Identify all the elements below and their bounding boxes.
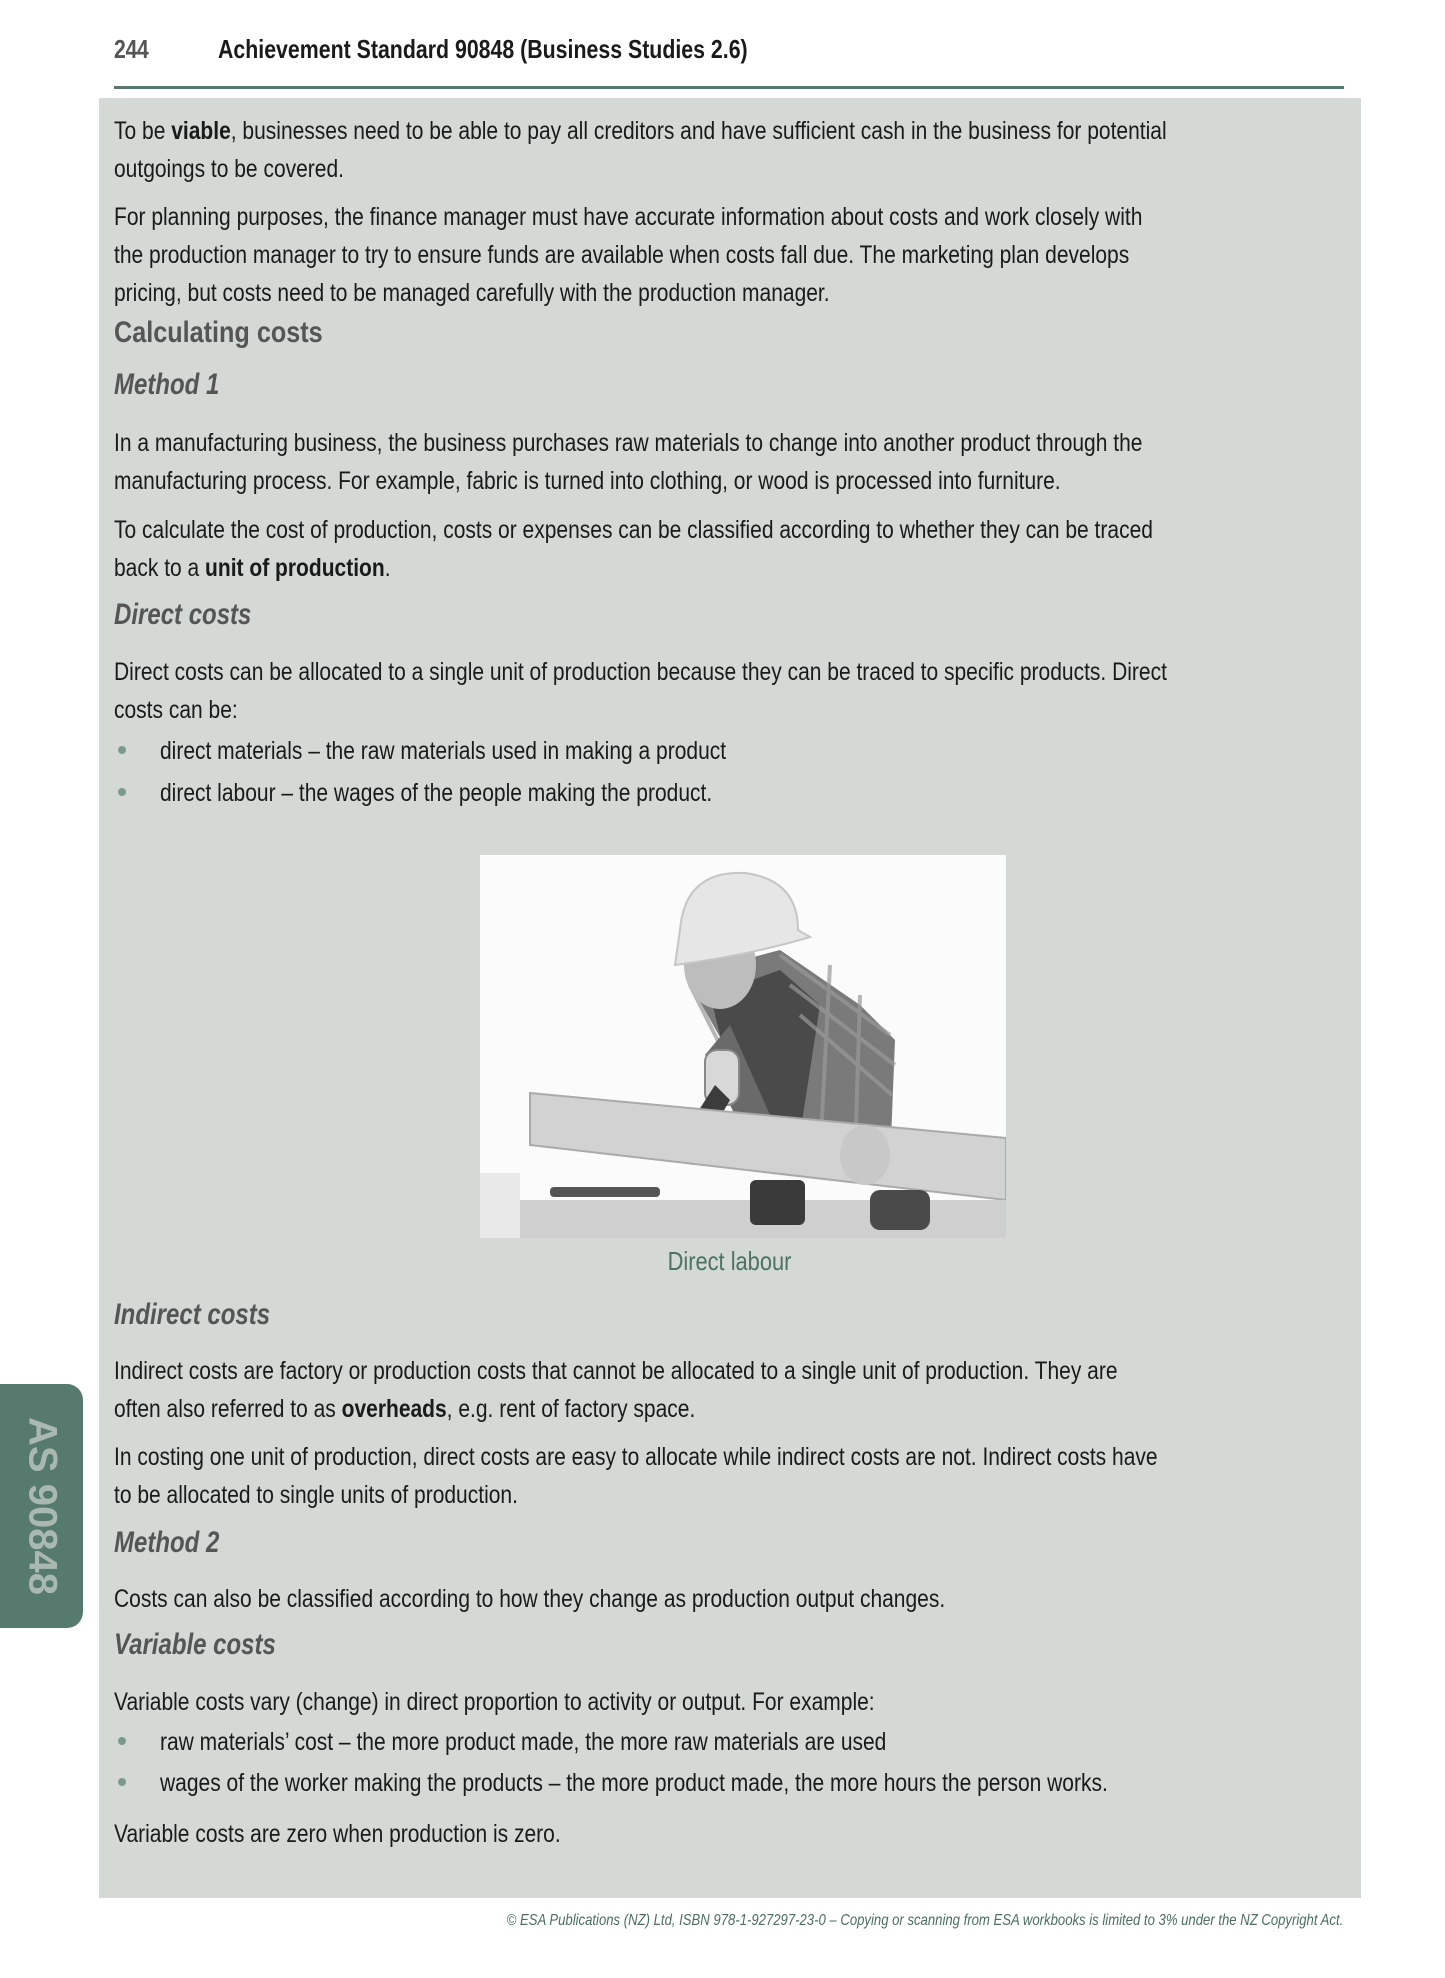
paragraph-planning-line2: the production manager to try to ensure funds are available when costs fall due. The marketing plan develops — [114, 241, 1130, 269]
content-panel: To be viable, businesses need to be able to pay all creditors and have sufficient cash in the business for potential outgoings to be covered. For planning purposes, the finance manager must have accurate information about costs and work closely with the production manager to try to ensure funds are available when costs fall due. The marketing plan develops pricing, but costs need to be managed carefully with the production manager. Calculating costs Method 1 In a manufacturing business, the business purchases raw materials to change into another product through the manufacturing process. For example, fabric is turned into clothing, or wood is processed into furniture. To calculate the cost of production, costs or expenses can be classified according to whether they can be traced back to a unit of production. Direct costs Direct costs can be allocated to a single unit of production because they can be traced to specific products. Direct costs can be: direct materials – the raw materials used in making a product direct labour – the wages of the people making the product. Direct labour Indirect costs Indirect costs are factory or production costs that cannot be allocated to a single unit of production. They are often also referred to as overheads, e.g. rent of factory space. In costing one unit of production, direct costs are easy to allocate while indirect costs are not. Indirect costs have to be allocated to single units of production. Method 2 Costs can also be classified according to how they change as production output changes. Variable costs Variable costs vary (change) in direct proportion to activity or output. For example: raw materials’ cost – the more product made, the more raw materials are used wages of the worker making the products – the more product made, the more hours the person works. Variable costs are zero when production is zero. — [99, 98, 1361, 1898]
bullet-icon — [118, 1778, 126, 1786]
paragraph-indirect-line1: Indirect costs are factory or production costs that cannot be allocated to a single unit of production. They are — [114, 1357, 1118, 1385]
page-number: 244 — [114, 34, 149, 64]
carpenter-illustration — [480, 855, 1006, 1238]
bullet-icon — [118, 1737, 126, 1745]
paragraph-calculate-line2: back to a unit of production. — [114, 554, 391, 582]
paragraph-variable-zero: Variable costs are zero when production is zero. — [114, 1820, 561, 1848]
paragraph-viable-line2: outgoings to be covered. — [114, 155, 345, 183]
heading-method-1: Method 1 — [114, 368, 220, 401]
heading-variable-costs: Variable costs — [114, 1628, 276, 1661]
term-unit-of-production: unit of production — [205, 554, 385, 582]
heading-indirect-costs: Indirect costs — [114, 1298, 271, 1331]
paragraph-variable: Variable costs vary (change) in direct proportion to activity or output. For example: — [114, 1688, 875, 1716]
term-viable: viable — [171, 117, 231, 145]
bullet-icon — [118, 788, 126, 796]
direct-labour-photo — [480, 855, 1006, 1238]
bullet-icon — [118, 746, 126, 754]
paragraph-manufacturing-line2: manufacturing process. For example, fabric is turned into clothing, or wood is processed into furniture. — [114, 467, 1061, 495]
paragraph-costing-line2: to be allocated to single units of production. — [114, 1481, 518, 1509]
side-tab-label: AS 90848 — [20, 1417, 65, 1595]
heading-method-2: Method 2 — [114, 1526, 220, 1559]
paragraph-calculate-line1: To calculate the cost of production, costs or expenses can be classified according to whether they can be traced — [114, 516, 1153, 544]
paragraph-method2: Costs can also be classified according to how they change as production output changes. — [114, 1585, 946, 1613]
heading-direct-costs: Direct costs — [114, 598, 252, 631]
side-tab — [0, 1384, 83, 1628]
figure-caption: Direct labour — [667, 1246, 792, 1276]
copyright-footer: © ESA Publications (NZ) Ltd, ISBN 978-1-927297-23-0 – Copying or scanning from ESA workbooks is limited to 3% under the NZ Copyright Act. — [506, 1912, 1343, 1929]
paragraph-indirect-line2: often also referred to as overheads, e.g. rent of factory space. — [114, 1395, 696, 1423]
paragraph-direct-line1: Direct costs can be allocated to a single unit of production because they can be traced to specific products. Direct — [114, 658, 1167, 686]
page-title: Achievement Standard 90848 (Business Studies 2.6) — [218, 34, 748, 64]
paragraph-planning-line1: For planning purposes, the finance manager must have accurate information about costs and work closely with — [114, 203, 1143, 231]
paragraph-viable: To be viable, businesses need to be able to pay all creditors and have sufficient cash in the business for potential — [114, 117, 1167, 145]
page-header — [114, 30, 1344, 89]
term-overheads: overheads — [341, 1395, 447, 1423]
paragraph-costing-line1: In costing one unit of production, direct costs are easy to allocate while indirect costs are not. Indirect costs have — [114, 1443, 1158, 1471]
paragraph-manufacturing-line1: In a manufacturing business, the business purchases raw materials to change into another product through the — [114, 429, 1143, 457]
heading-calculating-costs: Calculating costs — [114, 316, 323, 349]
paragraph-direct-line2: costs can be: — [114, 696, 238, 724]
paragraph-planning-line3: pricing, but costs need to be managed carefully with the production manager. — [114, 279, 830, 307]
